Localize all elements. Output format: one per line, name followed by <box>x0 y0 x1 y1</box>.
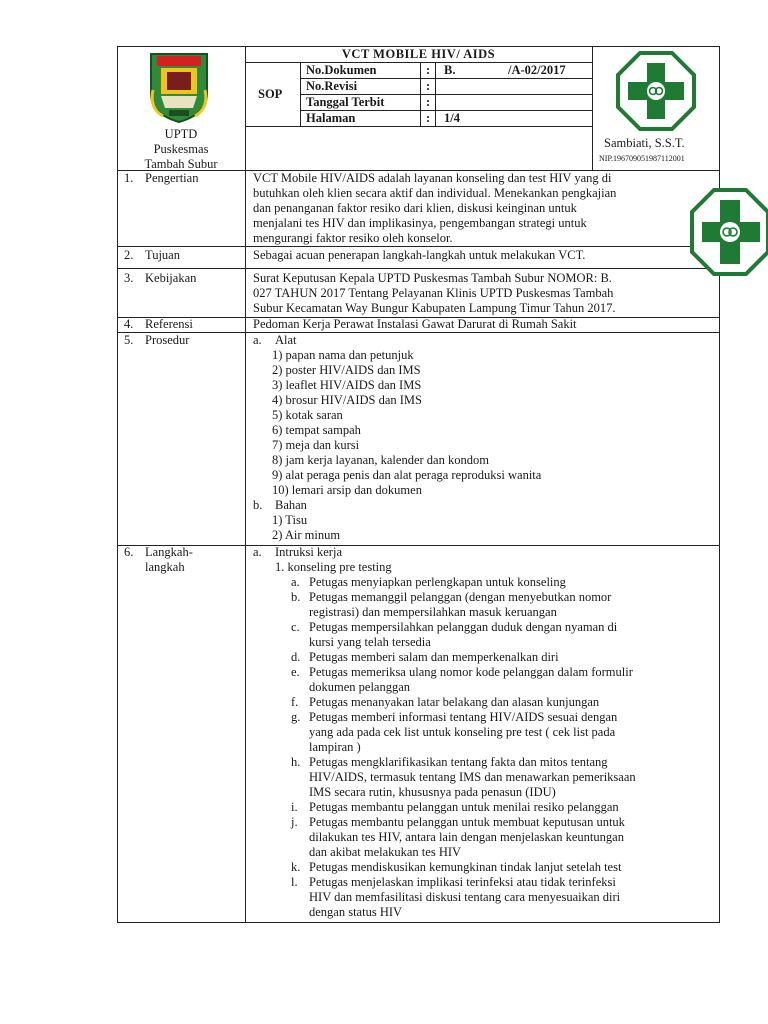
section-5-number: 5. <box>124 333 134 347</box>
table-border-right <box>719 46 720 923</box>
section-4-label: Referensi <box>145 317 193 331</box>
alat-item: 1) papan nama dan petunjuk <box>272 348 414 362</box>
doc-no-label: No.Dokumen <box>306 63 377 77</box>
puskesmas-cross-icon <box>690 188 768 276</box>
alat-item: 9) alat peraga penis dan alat peraga reproduksi wanita <box>272 468 542 482</box>
bahan-marker: b. <box>253 498 263 512</box>
puskesmas-cross-icon <box>616 51 696 131</box>
step-letter: b. <box>291 590 301 604</box>
alat-title: Alat <box>275 333 297 347</box>
page-colon: : <box>426 111 431 125</box>
section-6-label-line2: langkah <box>145 560 185 574</box>
step-letter: l. <box>291 875 298 889</box>
step-line: Petugas mempersilahkan pelanggan duduk dengan nyaman di <box>309 620 618 634</box>
signer-name: Sambiati, S.S.T. <box>604 136 685 150</box>
org-name-line1: UPTD <box>164 127 198 141</box>
section-line-2 <box>117 268 720 269</box>
pengertian-line: menjalani tes HIV dan implikasinya, pengembangan strategi untuk <box>253 216 587 230</box>
section-3-label: Kebijakan <box>145 271 197 285</box>
alat-marker: a. <box>253 333 262 347</box>
alat-item: 4) brosur HIV/AIDS dan IMS <box>272 393 422 407</box>
step-line: dengan status HIV <box>309 905 403 919</box>
section-3-number: 3. <box>124 271 134 285</box>
step-letter: h. <box>291 755 301 769</box>
section-6-number: 6. <box>124 545 134 559</box>
meta-bottom-line <box>245 126 592 127</box>
tujuan-text: Sebagai acuan penerapan langkah-langkah untuk melakukan VCT. <box>253 248 586 262</box>
alat-item: 7) meja dan kursi <box>272 438 360 452</box>
step-line: Petugas memanggil pelanggan (dengan menyebutkan nomor <box>309 590 612 604</box>
step-line: HIV/AIDS, termasuk tentang IMS dan menawarkan pemeriksaan <box>309 770 636 784</box>
alat-item: 10) lemari arsip dan dokumen <box>272 483 422 497</box>
pengertian-line: VCT Mobile HIV/AIDS adalah layanan konseling dan test HIV yang di <box>253 171 612 185</box>
alat-item: 8) jam kerja layanan, kalender dan kondom <box>272 453 489 467</box>
alat-item: 5) kotak saran <box>272 408 343 422</box>
step-line: Petugas memeriksa ulang nomor kode pelanggan dalam formulir <box>309 665 633 679</box>
revision-colon: : <box>426 79 431 93</box>
document-title: VCT MOBILE HIV/ AIDS <box>341 47 496 61</box>
step-line: Petugas membantu pelanggan untuk membuat keputusan untuk <box>309 815 625 829</box>
referensi-text: Pedoman Kerja Perawat Instalasi Gawat Darurat di Rumah Sakit <box>253 317 577 331</box>
step-line: Petugas menanyakan latar belakang dan alasan kunjungan <box>309 695 600 709</box>
step-line: HIV dan memfasilitasi diskusi tentang cara menyesuaikan diri <box>309 890 621 904</box>
page-label: Halaman <box>306 111 356 125</box>
section-1-number: 1. <box>124 171 134 185</box>
section-line-1 <box>117 246 720 247</box>
alat-item: 3) leaflet HIV/AIDS dan IMS <box>272 378 422 392</box>
issued-label: Tanggal Terbit <box>306 95 385 109</box>
section-2-number: 2. <box>124 248 134 262</box>
kebijakan-line: Subur Kecamatan Way Bungur Kabupaten Lampung Timur Tahun 2017. <box>253 301 616 315</box>
section-6-label-line1: Langkah- <box>145 545 193 559</box>
step-letter: j. <box>291 815 298 829</box>
instruction-title: Intruksi kerja <box>275 545 342 559</box>
step-line: Petugas mengklarifikasikan tentang fakta dan mitos tentang <box>309 755 608 769</box>
step-line: Petugas memberi salam dan memperkenalkan diri <box>309 650 559 664</box>
section-4-number: 4. <box>124 317 134 331</box>
step-letter: f. <box>291 695 299 709</box>
step-letter: c. <box>291 620 300 634</box>
pengertian-line: dan penanganan faktor resiko dari klien, diskusi keinginan untuk <box>253 201 577 215</box>
step-line: registrasi) dan mempersilahkan masuk keruangan <box>309 605 557 619</box>
doc-no-value: B. <box>444 63 456 77</box>
step-letter: e. <box>291 665 300 679</box>
step-line: Petugas memberi informasi tentang HIV/AIDS sesuai dengan <box>309 710 618 724</box>
section-1-label: Pengertian <box>145 171 199 185</box>
step-line: dokumen pelanggan <box>309 680 411 694</box>
header-col-divider-2 <box>592 46 593 170</box>
step-line: Petugas menyiapkan perlengkapan untuk konseling <box>309 575 566 589</box>
alat-item: 2) poster HIV/AIDS dan IMS <box>272 363 421 377</box>
step-line: Petugas menjelaskan implikasi terinfeksi atau tidak terinfeksi <box>309 875 616 889</box>
doc-no-code: /A-02/2017 <box>508 63 566 77</box>
kebijakan-line: Surat Keputusan Kepala UPTD Puskesmas Tambah Subur NOMOR: B. <box>253 271 612 285</box>
section-5-label: Prosedur <box>145 333 190 347</box>
pengertian-line: mengurangi faktor resiko oleh konselor. <box>253 231 453 245</box>
doc-no-colon: : <box>426 63 431 77</box>
regency-emblem-icon <box>147 50 211 124</box>
step-line: dan akibat melakukan tes HIV <box>309 845 462 859</box>
bahan-item: 1) Tisu <box>272 513 308 527</box>
step-line: lampiran ) <box>309 740 361 754</box>
instruction-marker: a. <box>253 545 262 559</box>
step-line: Petugas membantu pelanggan untuk menilai resiko pelanggan <box>309 800 619 814</box>
step-letter: i. <box>291 800 298 814</box>
step-letter: a. <box>291 575 300 589</box>
step-line: IMS secara rutin, khususnya pada penasun (IDU) <box>309 785 556 799</box>
instruction-subtitle: 1. konseling pre testing <box>275 560 392 574</box>
page-value: 1/4 <box>444 111 460 125</box>
step-line: dilakukan tes HIV, antara lain dengan menjelaskan keuntungan <box>309 830 624 844</box>
issued-colon: : <box>426 95 431 109</box>
label-col-divider <box>245 170 246 922</box>
bahan-item: 2) Air minum <box>272 528 341 542</box>
table-border-bottom <box>117 922 720 923</box>
org-name-line3: Tambah Subur <box>144 157 218 171</box>
pengertian-line: butuhkan oleh klien secara aktif dan individual. Menekankan pengkajian <box>253 186 617 200</box>
alat-item: 6) tempat sampah <box>272 423 361 437</box>
step-line: yang ada pada cek list untuk konseling pre test ( cek list pada <box>309 725 616 739</box>
bahan-title: Bahan <box>275 498 307 512</box>
section-2-label: Tujuan <box>145 248 180 262</box>
kebijakan-line: 027 TAHUN 2017 Tentang Pelayanan Klinis UPTD Puskesmas Tambah <box>253 286 614 300</box>
section-line-4 <box>117 332 720 333</box>
step-line: Petugas mendiskusikan kemungkinan tindak lanjut setelah test <box>309 860 622 874</box>
table-border-left <box>117 46 118 923</box>
section-line-5 <box>117 545 720 546</box>
revision-label: No.Revisi <box>306 79 358 93</box>
signer-nip: NIP.196709051987112001 <box>599 154 685 163</box>
header-col-divider-1 <box>245 46 246 170</box>
step-letter: g. <box>291 710 301 724</box>
step-line: kursi yang telah tersedia <box>309 635 431 649</box>
sop-label: SOP <box>258 87 283 101</box>
step-letter: d. <box>291 650 301 664</box>
org-name-line2: Puskesmas <box>153 142 209 156</box>
step-letter: k. <box>291 860 301 874</box>
